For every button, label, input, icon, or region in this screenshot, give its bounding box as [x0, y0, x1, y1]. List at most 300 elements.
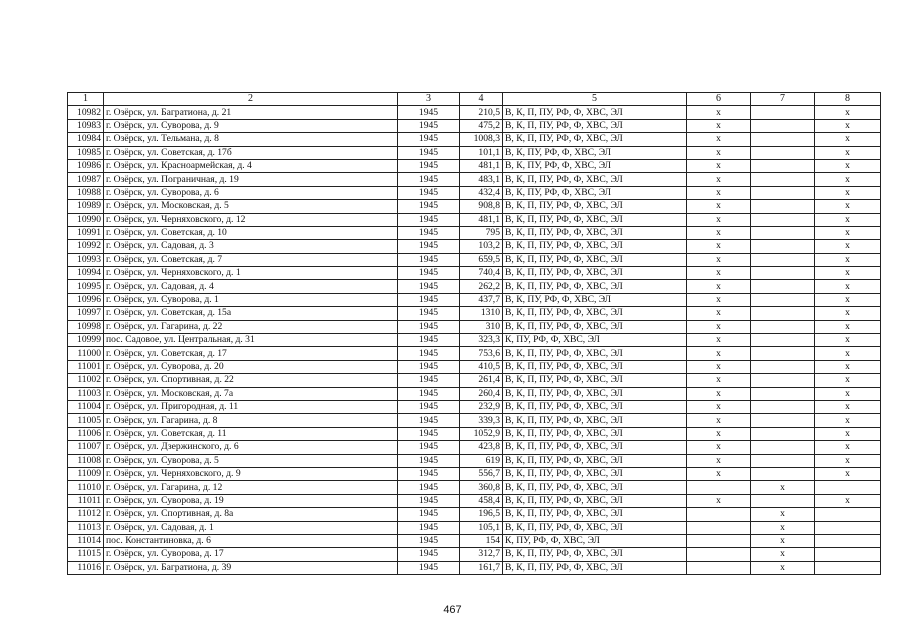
cell-col8: x: [815, 173, 881, 186]
cell-area: 262,2: [460, 280, 503, 293]
cell-year: 1945: [398, 200, 460, 213]
cell-area: 481,1: [460, 213, 503, 226]
cell-col7: [751, 280, 815, 293]
cell-year: 1945: [398, 481, 460, 494]
cell-address: г. Озёрск, ул. Тельмана, д. 8: [104, 133, 398, 146]
cell-col6: x: [687, 280, 751, 293]
cell-address: г. Озёрск, ул. Черняховского, д. 12: [104, 213, 398, 226]
cell-col7: [751, 240, 815, 253]
cell-area: 103,2: [460, 240, 503, 253]
cell-address: г. Озёрск, ул. Красноармейская, д. 4: [104, 159, 398, 172]
cell-area: 619: [460, 454, 503, 467]
header-cell-4: 4: [460, 93, 503, 106]
cell-col8: x: [815, 200, 881, 213]
cell-area: 740,4: [460, 267, 503, 280]
cell-number: 11005: [68, 414, 104, 427]
cell-col8: x: [815, 119, 881, 132]
cell-col6: x: [687, 293, 751, 306]
cell-elements: В, К, П, ПУ, РФ, Ф, ХВС, ЭЛ: [503, 481, 687, 494]
cell-area: 323,3: [460, 334, 503, 347]
cell-address: г. Озёрск, ул. Московская, д. 5: [104, 200, 398, 213]
cell-col8: x: [815, 106, 881, 119]
cell-col7: [751, 133, 815, 146]
cell-col7: [751, 293, 815, 306]
cell-number: 11011: [68, 494, 104, 507]
table-row: [68, 400, 881, 413]
cell-address: г. Озёрск, ул. Спортивная, д. 22: [104, 374, 398, 387]
cell-col7: [751, 186, 815, 199]
cell-year: 1945: [398, 267, 460, 280]
cell-col7: [751, 334, 815, 347]
cell-col8: x: [815, 226, 881, 239]
cell-col6: x: [687, 226, 751, 239]
table-row: [68, 548, 881, 561]
cell-address: г. Озёрск, ул. Гагарина, д. 22: [104, 320, 398, 333]
cell-col7: [751, 213, 815, 226]
cell-area: 260,4: [460, 387, 503, 400]
cell-col6: x: [687, 200, 751, 213]
table-row: [68, 320, 881, 333]
cell-address: г. Озёрск, ул. Черняховского, д. 9: [104, 467, 398, 480]
cell-year: 1945: [398, 307, 460, 320]
cell-elements: В, К, ПУ, РФ, Ф, ХВС, ЭЛ: [503, 159, 687, 172]
buildings-table: [67, 92, 881, 575]
cell-area: 659,5: [460, 253, 503, 266]
cell-area: 475,2: [460, 119, 503, 132]
cell-col7: [751, 360, 815, 373]
table-row: [68, 159, 881, 172]
cell-col7: [751, 400, 815, 413]
cell-col8: x: [815, 253, 881, 266]
cell-col8: x: [815, 441, 881, 454]
cell-year: 1945: [398, 454, 460, 467]
cell-elements: В, К, П, ПУ, РФ, Ф, ХВС, ЭЛ: [503, 508, 687, 521]
cell-year: 1945: [398, 360, 460, 373]
cell-year: 1945: [398, 280, 460, 293]
cell-col7: [751, 200, 815, 213]
cell-area: 161,7: [460, 561, 503, 574]
cell-year: 1945: [398, 253, 460, 266]
cell-area: 481,1: [460, 159, 503, 172]
cell-elements: В, К, П, ПУ, РФ, Ф, ХВС, ЭЛ: [503, 226, 687, 239]
cell-col7: [751, 320, 815, 333]
cell-col8: [815, 561, 881, 574]
cell-elements: В, К, ПУ, РФ, Ф, ХВС, ЭЛ: [503, 186, 687, 199]
cell-elements: В, К, П, ПУ, РФ, Ф, ХВС, ЭЛ: [503, 561, 687, 574]
cell-col6: x: [687, 360, 751, 373]
cell-area: 1052,9: [460, 427, 503, 440]
table-row: [68, 481, 881, 494]
cell-address: г. Озёрск, ул. Советская, д. 10: [104, 226, 398, 239]
cell-area: 1008,3: [460, 133, 503, 146]
cell-col7: [751, 454, 815, 467]
cell-col6: x: [687, 387, 751, 400]
cell-col7: [751, 467, 815, 480]
cell-col7: [751, 253, 815, 266]
cell-year: 1945: [398, 213, 460, 226]
table-body: [68, 106, 881, 575]
cell-year: 1945: [398, 347, 460, 360]
cell-col6: x: [687, 427, 751, 440]
cell-col6: x: [687, 213, 751, 226]
cell-elements: В, К, П, ПУ, РФ, Ф, ХВС, ЭЛ: [503, 213, 687, 226]
cell-address: г. Озёрск, ул. Садовая, д. 3: [104, 240, 398, 253]
cell-area: 210,5: [460, 106, 503, 119]
document-sheet: [67, 92, 881, 575]
cell-year: 1945: [398, 240, 460, 253]
cell-col8: [815, 548, 881, 561]
cell-col8: x: [815, 387, 881, 400]
cell-col6: [687, 561, 751, 574]
cell-number: 11001: [68, 360, 104, 373]
cell-number: 10999: [68, 334, 104, 347]
cell-number: 11009: [68, 467, 104, 480]
cell-elements: В, К, ПУ, РФ, Ф, ХВС, ЭЛ: [503, 293, 687, 306]
cell-col6: x: [687, 374, 751, 387]
cell-number: 11008: [68, 454, 104, 467]
cell-area: 154: [460, 534, 503, 547]
cell-year: 1945: [398, 427, 460, 440]
cell-number: 10995: [68, 280, 104, 293]
cell-area: 423,8: [460, 441, 503, 454]
cell-elements: В, К, П, ПУ, РФ, Ф, ХВС, ЭЛ: [503, 414, 687, 427]
cell-col8: x: [815, 414, 881, 427]
cell-col8: x: [815, 267, 881, 280]
cell-col7: [751, 414, 815, 427]
cell-col6: [687, 521, 751, 534]
cell-col8: x: [815, 213, 881, 226]
cell-col6: x: [687, 267, 751, 280]
cell-year: 1945: [398, 119, 460, 132]
cell-col7: [751, 494, 815, 507]
table-row: [68, 253, 881, 266]
cell-col6: x: [687, 347, 751, 360]
cell-col8: [815, 481, 881, 494]
cell-col8: x: [815, 334, 881, 347]
cell-area: 232,9: [460, 400, 503, 413]
cell-col8: x: [815, 360, 881, 373]
cell-year: 1945: [398, 374, 460, 387]
cell-col6: x: [687, 173, 751, 186]
cell-col6: x: [687, 133, 751, 146]
cell-address: г. Озёрск, ул. Суворова, д. 1: [104, 293, 398, 306]
cell-number: 10987: [68, 173, 104, 186]
cell-elements: В, К, П, ПУ, РФ, Ф, ХВС, ЭЛ: [503, 347, 687, 360]
cell-col6: [687, 548, 751, 561]
cell-col8: x: [815, 186, 881, 199]
cell-col6: [687, 481, 751, 494]
cell-col6: x: [687, 441, 751, 454]
header-cell-8: 8: [815, 93, 881, 106]
cell-number: 10992: [68, 240, 104, 253]
cell-col8: [815, 534, 881, 547]
cell-elements: В, К, П, ПУ, РФ, Ф, ХВС, ЭЛ: [503, 454, 687, 467]
cell-year: 1945: [398, 334, 460, 347]
header-cell-1: 1: [68, 93, 104, 106]
cell-elements: В, К, П, ПУ, РФ, Ф, ХВС, ЭЛ: [503, 548, 687, 561]
cell-year: 1945: [398, 146, 460, 159]
cell-col7: [751, 226, 815, 239]
cell-elements: В, К, П, ПУ, РФ, Ф, ХВС, ЭЛ: [503, 267, 687, 280]
cell-address: пос. Садовое, ул. Центральная, д. 31: [104, 334, 398, 347]
cell-area: 908,8: [460, 200, 503, 213]
table-row: [68, 347, 881, 360]
cell-col8: x: [815, 374, 881, 387]
cell-area: 432,4: [460, 186, 503, 199]
cell-col8: x: [815, 320, 881, 333]
cell-col6: x: [687, 320, 751, 333]
cell-address: г. Озёрск, ул. Московская, д. 7а: [104, 387, 398, 400]
table-row: [68, 508, 881, 521]
cell-col6: x: [687, 146, 751, 159]
cell-year: 1945: [398, 400, 460, 413]
cell-col7: [751, 374, 815, 387]
cell-number: 11016: [68, 561, 104, 574]
table-row: [68, 441, 881, 454]
cell-year: 1945: [398, 467, 460, 480]
cell-area: 196,5: [460, 508, 503, 521]
cell-col8: [815, 521, 881, 534]
cell-col6: x: [687, 253, 751, 266]
cell-address: г. Озёрск, ул. Суворова, д. 17: [104, 548, 398, 561]
cell-col6: x: [687, 106, 751, 119]
cell-elements: В, К, П, ПУ, РФ, Ф, ХВС, ЭЛ: [503, 133, 687, 146]
cell-number: 11000: [68, 347, 104, 360]
table-row: [68, 173, 881, 186]
cell-address: г. Озёрск, ул. Советская, д. 15а: [104, 307, 398, 320]
cell-col8: x: [815, 159, 881, 172]
cell-col7: x: [751, 508, 815, 521]
header-cell-2: 2: [104, 93, 398, 106]
cell-address: г. Озёрск, ул. Гагарина, д. 8: [104, 414, 398, 427]
cell-number: 11002: [68, 374, 104, 387]
cell-year: 1945: [398, 320, 460, 333]
cell-number: 10988: [68, 186, 104, 199]
cell-area: 310: [460, 320, 503, 333]
cell-address: г. Озёрск, ул. Багратиона, д. 39: [104, 561, 398, 574]
cell-year: 1945: [398, 106, 460, 119]
cell-address: г. Озёрск, ул. Черняховского, д. 1: [104, 267, 398, 280]
table-row: [68, 186, 881, 199]
cell-col7: x: [751, 481, 815, 494]
cell-number: 11010: [68, 481, 104, 494]
cell-area: 312,7: [460, 548, 503, 561]
cell-area: 795: [460, 226, 503, 239]
header-cell-3: 3: [398, 93, 460, 106]
table-row: [68, 334, 881, 347]
cell-col8: x: [815, 400, 881, 413]
cell-year: 1945: [398, 293, 460, 306]
cell-col7: x: [751, 548, 815, 561]
cell-col6: x: [687, 414, 751, 427]
cell-col8: x: [815, 494, 881, 507]
cell-col8: x: [815, 146, 881, 159]
cell-col7: [751, 173, 815, 186]
cell-col6: x: [687, 400, 751, 413]
table-row: [68, 427, 881, 440]
cell-year: 1945: [398, 387, 460, 400]
cell-address: г. Озёрск, ул. Пригородная, д. 11: [104, 400, 398, 413]
cell-col7: [751, 347, 815, 360]
table-row: [68, 374, 881, 387]
table-row: [68, 387, 881, 400]
table-row: [68, 119, 881, 132]
cell-address: г. Озёрск, ул. Советская, д. 17: [104, 347, 398, 360]
cell-elements: В, К, П, ПУ, РФ, Ф, ХВС, ЭЛ: [503, 427, 687, 440]
cell-elements: В, К, П, ПУ, РФ, Ф, ХВС, ЭЛ: [503, 320, 687, 333]
cell-col6: x: [687, 334, 751, 347]
table-row: [68, 200, 881, 213]
cell-col6: x: [687, 240, 751, 253]
cell-elements: К, ПУ, РФ, Ф, ХВС, ЭЛ: [503, 534, 687, 547]
table-row: [68, 360, 881, 373]
cell-col7: [751, 441, 815, 454]
cell-number: 10991: [68, 226, 104, 239]
cell-number: 10998: [68, 320, 104, 333]
table-row: [68, 213, 881, 226]
cell-col8: x: [815, 293, 881, 306]
header-row: [68, 93, 881, 106]
cell-address: г. Озёрск, ул. Гагарина, д. 12: [104, 481, 398, 494]
cell-elements: В, К, П, ПУ, РФ, Ф, ХВС, ЭЛ: [503, 441, 687, 454]
cell-col6: x: [687, 454, 751, 467]
cell-elements: В, К, П, ПУ, РФ, Ф, ХВС, ЭЛ: [503, 253, 687, 266]
table-row: [68, 240, 881, 253]
cell-elements: В, К, П, ПУ, РФ, Ф, ХВС, ЭЛ: [503, 119, 687, 132]
cell-area: 339,3: [460, 414, 503, 427]
cell-col7: x: [751, 534, 815, 547]
cell-area: 437,7: [460, 293, 503, 306]
cell-col8: x: [815, 454, 881, 467]
cell-address: г. Озёрск, ул. Багратиона, д. 21: [104, 106, 398, 119]
cell-col7: x: [751, 561, 815, 574]
cell-area: 360,8: [460, 481, 503, 494]
cell-year: 1945: [398, 173, 460, 186]
cell-year: 1945: [398, 561, 460, 574]
cell-elements: В, К, П, ПУ, РФ, Ф, ХВС, ЭЛ: [503, 387, 687, 400]
cell-col7: [751, 427, 815, 440]
table-row: [68, 307, 881, 320]
cell-area: 1310: [460, 307, 503, 320]
cell-year: 1945: [398, 521, 460, 534]
cell-number: 11014: [68, 534, 104, 547]
cell-elements: В, К, П, ПУ, РФ, Ф, ХВС, ЭЛ: [503, 200, 687, 213]
cell-col8: x: [815, 240, 881, 253]
cell-number: 10997: [68, 307, 104, 320]
cell-address: г. Озёрск, ул. Садовая, д. 1: [104, 521, 398, 534]
cell-address: г. Озёрск, ул. Дзержинского, д. 6: [104, 441, 398, 454]
cell-area: 753,6: [460, 347, 503, 360]
table-row: [68, 521, 881, 534]
cell-number: 10983: [68, 119, 104, 132]
cell-elements: В, К, П, ПУ, РФ, Ф, ХВС, ЭЛ: [503, 494, 687, 507]
cell-address: г. Озёрск, ул. Суворова, д. 19: [104, 494, 398, 507]
cell-elements: В, К, П, ПУ, РФ, Ф, ХВС, ЭЛ: [503, 280, 687, 293]
cell-number: 10993: [68, 253, 104, 266]
cell-address: г. Озёрск, ул. Суворова, д. 9: [104, 119, 398, 132]
cell-address: г. Озёрск, ул. Советская, д. 11: [104, 427, 398, 440]
cell-year: 1945: [398, 534, 460, 547]
cell-number: 10986: [68, 159, 104, 172]
table-row: [68, 561, 881, 574]
cell-year: 1945: [398, 159, 460, 172]
cell-elements: В, К, П, ПУ, РФ, Ф, ХВС, ЭЛ: [503, 360, 687, 373]
table-row: [68, 106, 881, 119]
cell-col6: x: [687, 186, 751, 199]
cell-year: 1945: [398, 133, 460, 146]
cell-address: г. Озёрск, ул. Суворова, д. 5: [104, 454, 398, 467]
cell-elements: К, ПУ, РФ, Ф, ХВС, ЭЛ: [503, 334, 687, 347]
cell-number: 11006: [68, 427, 104, 440]
cell-year: 1945: [398, 441, 460, 454]
cell-number: 10996: [68, 293, 104, 306]
cell-address: г. Озёрск, ул. Советская, д. 7: [104, 253, 398, 266]
cell-col6: x: [687, 494, 751, 507]
cell-elements: В, К, П, ПУ, РФ, Ф, ХВС, ЭЛ: [503, 240, 687, 253]
header-cell-6: 6: [687, 93, 751, 106]
cell-col7: [751, 307, 815, 320]
cell-col6: x: [687, 159, 751, 172]
cell-elements: В, К, П, ПУ, РФ, Ф, ХВС, ЭЛ: [503, 400, 687, 413]
cell-address: пос. Константиновка, д. 6: [104, 534, 398, 547]
table-row: [68, 414, 881, 427]
cell-number: 11015: [68, 548, 104, 561]
header-cell-5: 5: [503, 93, 687, 106]
table-row: [68, 146, 881, 159]
cell-col7: x: [751, 521, 815, 534]
cell-address: г. Озёрск, ул. Суворова, д. 6: [104, 186, 398, 199]
cell-number: 10985: [68, 146, 104, 159]
cell-area: 556,7: [460, 467, 503, 480]
cell-col6: x: [687, 307, 751, 320]
cell-address: г. Озёрск, ул. Спортивная, д. 8а: [104, 508, 398, 521]
cell-number: 11003: [68, 387, 104, 400]
cell-col7: [751, 106, 815, 119]
cell-col6: x: [687, 467, 751, 480]
cell-elements: В, К, П, ПУ, РФ, Ф, ХВС, ЭЛ: [503, 521, 687, 534]
cell-number: 11013: [68, 521, 104, 534]
cell-number: 10990: [68, 213, 104, 226]
cell-col8: x: [815, 307, 881, 320]
cell-col6: [687, 508, 751, 521]
cell-number: 10989: [68, 200, 104, 213]
cell-elements: В, К, П, ПУ, РФ, Ф, ХВС, ЭЛ: [503, 307, 687, 320]
cell-number: 10984: [68, 133, 104, 146]
table-row: [68, 133, 881, 146]
cell-area: 105,1: [460, 521, 503, 534]
cell-address: г. Озёрск, ул. Пограничная, д. 19: [104, 173, 398, 186]
cell-col7: [751, 387, 815, 400]
cell-col8: [815, 508, 881, 521]
cell-col6: x: [687, 119, 751, 132]
cell-number: 11012: [68, 508, 104, 521]
cell-address: г. Озёрск, ул. Советская, д. 17б: [104, 146, 398, 159]
table-row: [68, 467, 881, 480]
cell-number: 11007: [68, 441, 104, 454]
cell-number: 10982: [68, 106, 104, 119]
cell-elements: В, К, П, ПУ, РФ, Ф, ХВС, ЭЛ: [503, 374, 687, 387]
cell-col7: [751, 267, 815, 280]
page-number: 467: [443, 604, 462, 616]
table-row: [68, 534, 881, 547]
cell-year: 1945: [398, 186, 460, 199]
cell-elements: В, К, ПУ, РФ, Ф, ХВС, ЭЛ: [503, 146, 687, 159]
cell-address: г. Озёрск, ул. Садовая, д. 4: [104, 280, 398, 293]
cell-area: 458,4: [460, 494, 503, 507]
cell-col8: x: [815, 467, 881, 480]
table-header: [68, 93, 881, 106]
cell-col6: [687, 534, 751, 547]
